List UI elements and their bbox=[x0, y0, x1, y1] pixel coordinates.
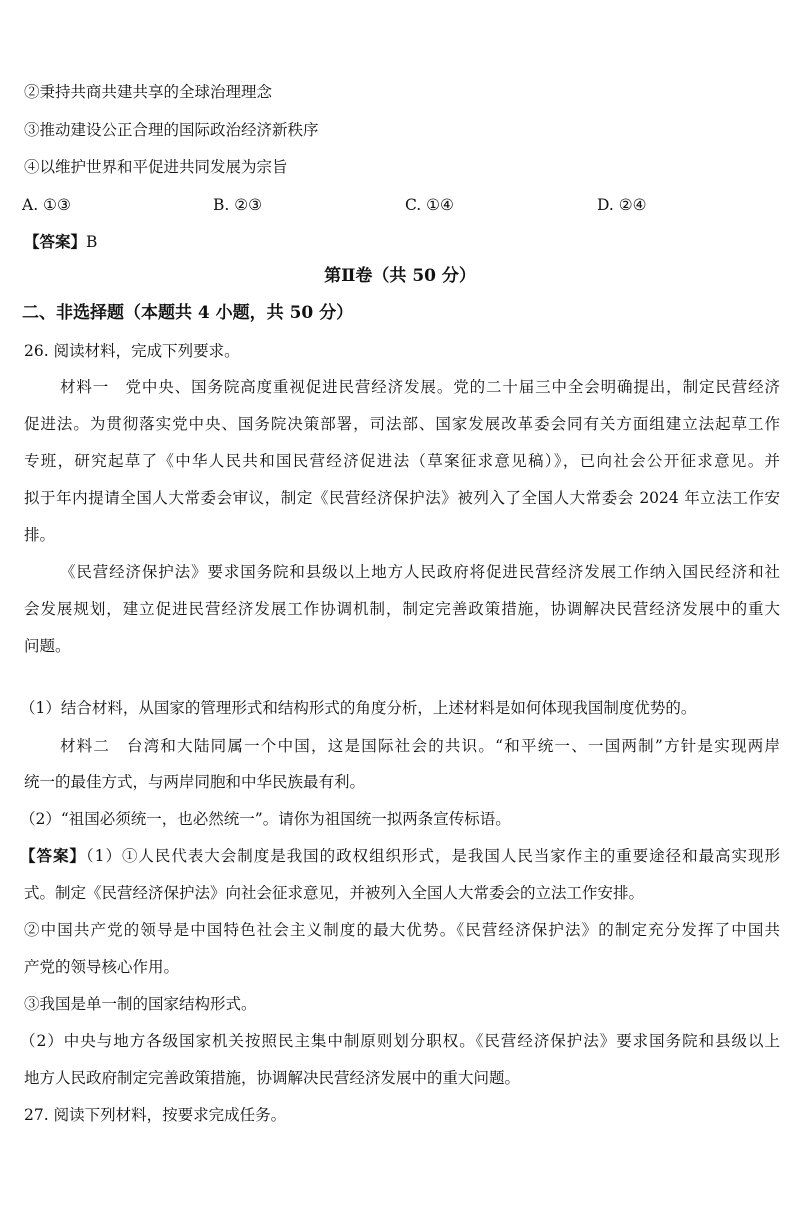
q27-stem: 27. 阅读下列材料，按要求完成任务。 bbox=[24, 1106, 287, 1124]
q26-material1-line: 专班，研究起草了《中华人民共和国民营经济促进法（草案征求意见稿）》，已向社会公开征求意见。并 bbox=[24, 452, 780, 470]
q26-material1b-line: 会发展规划，建立促进民营经济发展工作协调机制，制定完善政策措施，协调解决民营经济发展中的重大 bbox=[24, 600, 780, 618]
answer-value: B bbox=[86, 233, 98, 251]
q25-option-c: C. ①④ bbox=[405, 196, 454, 214]
q26-material1-line: 拟于年内提请全国人大常委会审议，制定《民营经济保护法》被列入了全国人大常委会 2024 年立法工作安 bbox=[24, 489, 780, 507]
q25-item-2: ②秉持共商共建共享的全球治理理念 bbox=[24, 83, 273, 101]
answer-tag: 【答案】 bbox=[20, 846, 86, 865]
q25-option-b: B. ②③ bbox=[213, 196, 263, 214]
q26-material1-line: 材料一 党中央、国务院高度重视促进民营经济发展。党的二十届三中全会明确提出，制定民营经济 bbox=[60, 378, 780, 396]
q26-answer-line: ③我国是单一制的国家结构形式。 bbox=[24, 995, 257, 1013]
q26-material2-line: 材料二 台湾和大陆同属一个中国，这是国际社会的共识。“和平统一、一国两制”方针是实现两岸 bbox=[60, 737, 780, 755]
answer-text: （1）①人民代表大会制度是我国的政权组织形式，是我国人民当家作主的重要途径和最高实现形 bbox=[85, 847, 780, 865]
part-title: 二、非选择题（本题共 4 小题，共 50 分） bbox=[22, 303, 354, 323]
q26-subquestion-2: （2）“祖国必须统一，也必然统一”。请你为祖国统一拟两条宣传标语。 bbox=[20, 810, 511, 828]
q26-material1-line: 排。 bbox=[24, 526, 56, 544]
q26-subquestion-1: （1）结合材料，从国家的管理形式和结构形式的角度分析，上述材料是如何体现我国制度优势的。 bbox=[20, 699, 697, 717]
q26-answer-line bbox=[20, 846, 780, 866]
q25-option-d: D. ②④ bbox=[597, 196, 647, 214]
q26-material2-line: 统一的最佳方式，与两岸同胞和中华民族最有利。 bbox=[24, 773, 366, 791]
q26-material1b-line: 问题。 bbox=[24, 637, 71, 655]
q26-answer-line: 地方人民政府制定完善政策措施，协调解决民营经济发展中的重大问题。 bbox=[24, 1069, 521, 1087]
volume-title: 第Ⅱ卷（共 50 分） bbox=[324, 266, 476, 286]
q25-option-a: A. ①③ bbox=[22, 196, 71, 214]
answer-tag: 【答案】 bbox=[24, 232, 87, 251]
q26-answer-line: （2）中央与地方各级国家机关按照民主集中制原则划分职权。《民营经济保护法》要求国务院和县级以上 bbox=[20, 1032, 780, 1050]
q26-answer-line: ②中国共产党的领导是中国特色社会主义制度的最大优势。《民营经济保护法》的制定充分发挥了中国共 bbox=[24, 921, 780, 939]
q26-material1-line: 促进法。为贯彻落实党中央、国务院决策部署，司法部、国家发展改革委会同有关方面组建立法起草工作 bbox=[24, 415, 780, 433]
q25-item-4: ④以维护世界和平促进共同发展为宗旨 bbox=[24, 158, 288, 176]
q25-answer bbox=[24, 232, 780, 252]
q25-item-3: ③推动建设公正合理的国际政治经济新秩序 bbox=[24, 121, 319, 139]
q26-answer-line: 式。制定《民营经济保护法》向社会征求意见，并被列入全国人大常委会的立法工作安排。 bbox=[24, 884, 645, 902]
q26-answer-line: 产党的领导核心作用。 bbox=[24, 958, 180, 976]
q26-stem: 26. 阅读材料，完成下列要求。 bbox=[24, 342, 240, 360]
q26-material1b-line: 《民营经济保护法》要求国务院和县级以上地方人民政府将促进民营经济发展工作纳入国民经济和社 bbox=[60, 563, 780, 581]
